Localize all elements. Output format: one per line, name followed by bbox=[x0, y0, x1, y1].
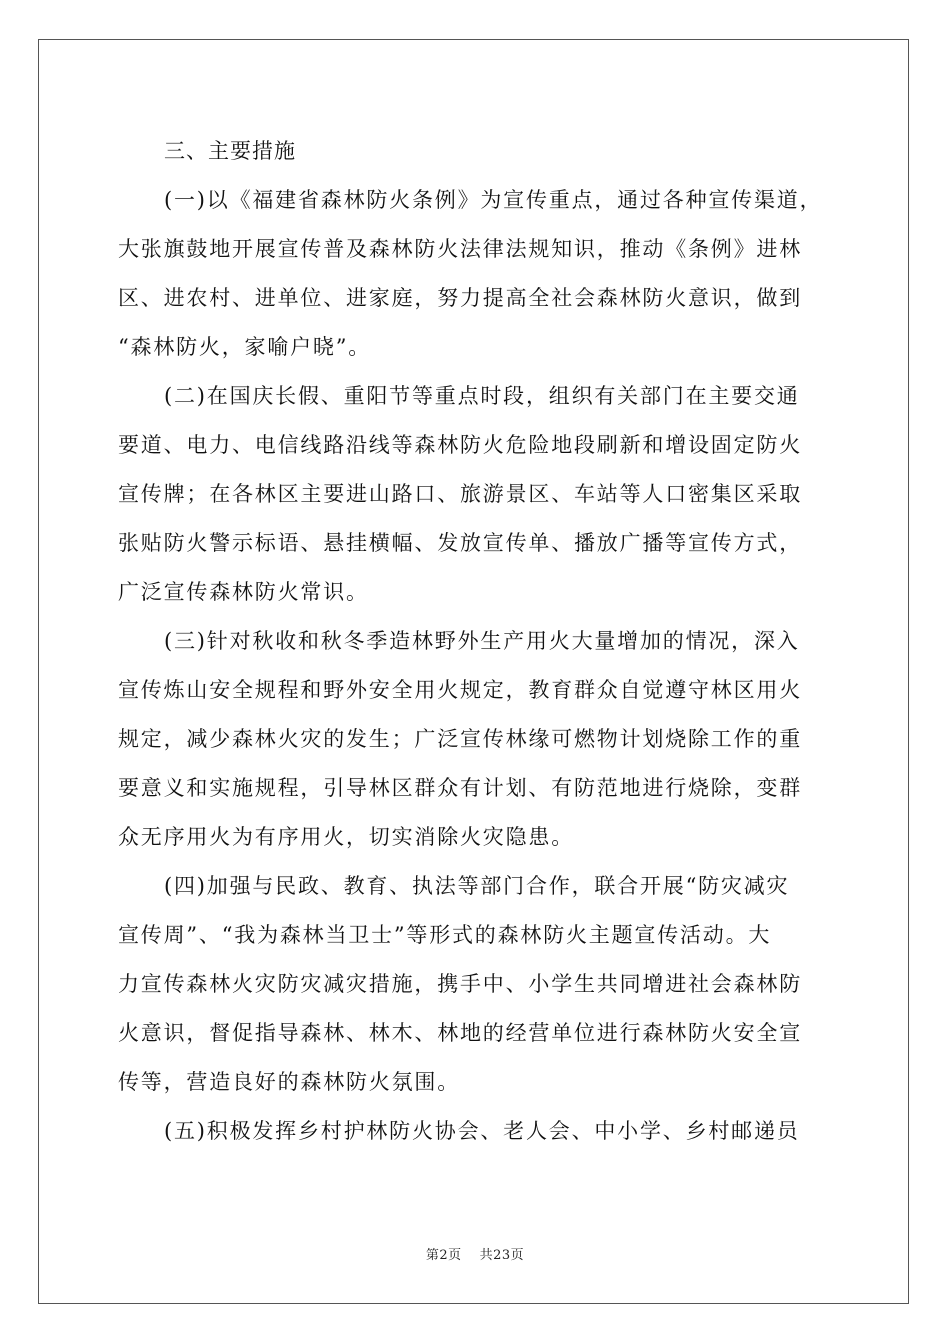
page-total: 共23页 bbox=[479, 1248, 525, 1263]
text-line: “森林防火，家喻户晓”。 bbox=[118, 335, 372, 359]
text-line: 大张旗鼓地开展宣传普及森林防火法律法规知识，推动《条例》进林 bbox=[118, 237, 802, 261]
section-heading: 三、主要措施 bbox=[164, 139, 296, 163]
paragraph-5 bbox=[118, 1107, 840, 1156]
text-line: (一)以《福建省森林防火条例》为宣传重点，通过各种宣传渠道， bbox=[164, 188, 823, 212]
text-line: (三)针对秋收和秋冬季造林野外生产用火大量增加的情况，深入 bbox=[164, 629, 800, 653]
paragraph-1 bbox=[118, 176, 840, 372]
text-line: 宣传炼山安全规程和野外安全用火规定，教育群众自觉遵守林区用火 bbox=[118, 678, 802, 702]
text-line: 广泛宣传森林防火常识。 bbox=[118, 580, 369, 604]
document-body bbox=[118, 126, 840, 1156]
text-line: 力宣传森林火灾防灾减灾措施，携手中、小学生共同增进社会森林防 bbox=[118, 972, 802, 996]
text-line: (四)加强与民政、教育、执法等部门合作，联合开展“防灾减灾 bbox=[164, 874, 790, 898]
text-line: (五)积极发挥乡村护林防火协会、老人会、中小学、乡村邮递员 bbox=[164, 1119, 800, 1143]
text-line: (二)在国庆长假、重阳节等重点时段，组织有关部门在主要交通 bbox=[164, 384, 800, 408]
text-line: 规定，减少森林火灾的发生；广泛宣传林缘可燃物计划烧除工作的重 bbox=[118, 727, 802, 751]
paragraph-3 bbox=[118, 617, 840, 862]
text-line: 火意识，督促指导森林、林木、林地的经营单位进行森林防火安全宣 bbox=[118, 1021, 802, 1045]
paragraph-4 bbox=[118, 862, 840, 1107]
text-line: 要意义和实施规程，引导林区群众有计划、有防范地进行烧除，变群 bbox=[118, 776, 802, 800]
text-line: 要道、电力、电信线路沿线等森林防火危险地段刷新和增设固定防火 bbox=[118, 433, 802, 457]
text-line: 众无序用火为有序用火，切实消除火灾隐患。 bbox=[118, 825, 574, 849]
text-line: 区、进农村、进单位、进家庭，努力提高全社会森林防火意识，做到 bbox=[118, 286, 802, 310]
text-line: 传等，营造良好的森林防火氛围。 bbox=[118, 1070, 460, 1094]
page-footer bbox=[0, 1248, 950, 1264]
page-number: 第2页 bbox=[425, 1248, 462, 1263]
text-line: 宣传周”、“我为森林当卫士”等形式的森林防火主题宣传活动。大 bbox=[118, 923, 772, 947]
paragraph-2 bbox=[118, 372, 840, 617]
text-line: 张贴防火警示标语、悬挂横幅、发放宣传单、播放广播等宣传方式， bbox=[118, 531, 802, 555]
text-line: 宣传牌；在各林区主要进山路口、旅游景区、车站等人口密集区采取 bbox=[118, 482, 802, 506]
